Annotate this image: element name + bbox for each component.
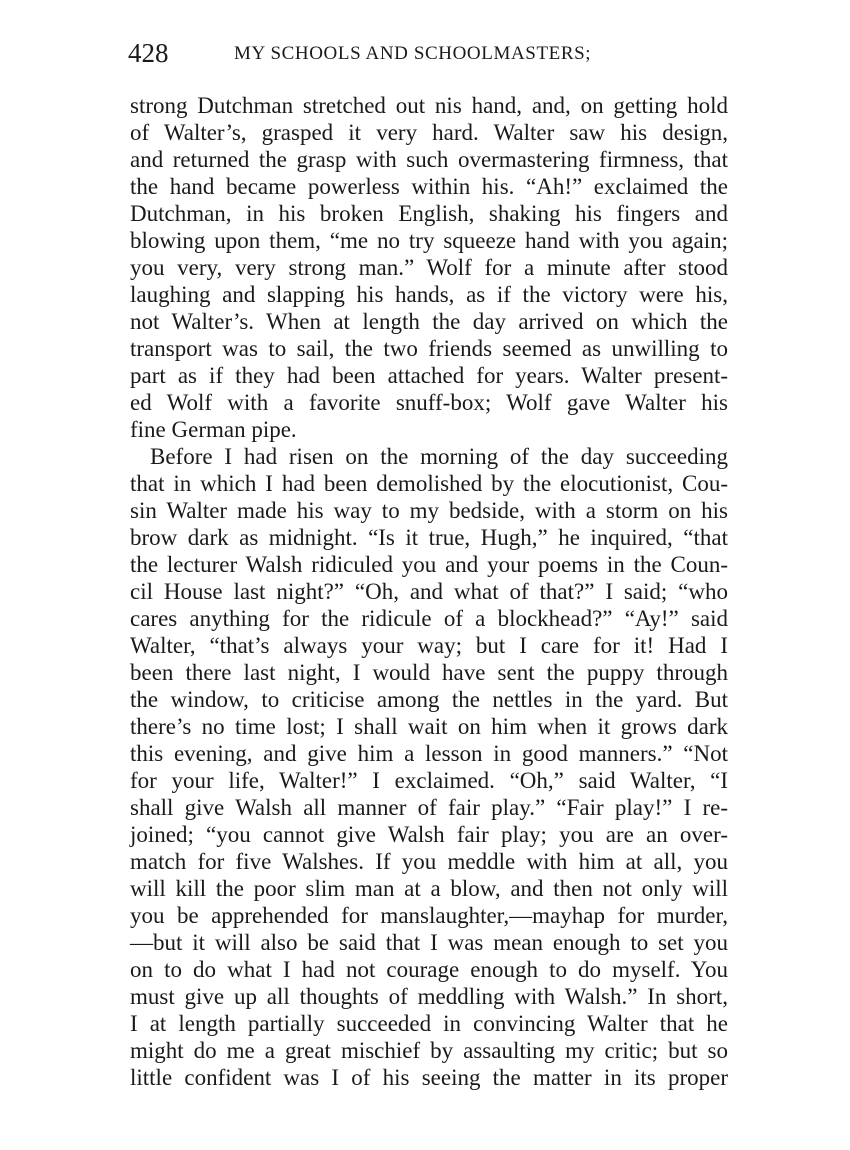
text-line: will kill the poor slim man at a blow, and then not only will xyxy=(130,876,728,901)
text-line: this evening, and give him a lesson in good manners.” “Not xyxy=(130,741,728,766)
text-line: Dutchman, in his broken English, shaking his fingers and xyxy=(130,201,728,226)
text-line: must give up all thoughts of meddling with Walsh.” In short, xyxy=(130,984,728,1009)
text-line: joined; “you cannot give Walsh fair play; you are an over- xyxy=(130,822,728,847)
text-line: not Walter’s. When at length the day arrived on which the xyxy=(130,309,728,334)
text-line: laughing and slapping his hands, as if the victory were his, xyxy=(130,282,728,307)
text-line: blowing upon them, “me no try squeeze hand with you again; xyxy=(130,228,728,253)
text-line: you be apprehended for manslaughter,—mayhap for murder, xyxy=(130,903,728,928)
running-title: MY SCHOOLS AND SCHOOLMASTERS; xyxy=(234,43,592,64)
paragraph-2 xyxy=(130,443,728,1091)
body-text xyxy=(130,92,728,1091)
text-line: the lecturer Walsh ridiculed you and your poems in the Coun- xyxy=(130,552,728,577)
text-line: match for five Walshes. If you meddle with him at all, you xyxy=(130,849,728,874)
text-line: of Walter’s, grasped it very hard. Walter saw his design, xyxy=(130,120,728,145)
text-line: I at length partially succeeded in convincing Walter that he xyxy=(130,1011,728,1036)
text-line: shall give Walsh all manner of fair play.” “Fair play!” I re- xyxy=(130,795,728,820)
page-number: 428 xyxy=(128,38,169,68)
text-line: brow dark as midnight. “Is it true, Hugh,” he inquired, “that xyxy=(130,525,728,550)
text-line: there’s no time lost; I shall wait on him when it grows dark xyxy=(130,714,728,739)
text-line: ed Wolf with a favorite snuff-box; Wolf gave Walter his xyxy=(130,390,728,415)
text-line: strong Dutchman stretched out nis hand, and, on getting hold xyxy=(130,93,728,118)
text-line: been there last night, I would have sent the puppy through xyxy=(130,660,728,685)
text-line: cil House last night?” “Oh, and what of that?” I said; “who xyxy=(130,579,728,604)
page-header xyxy=(128,38,728,70)
text-line: part as if they had been attached for years. Walter present- xyxy=(130,363,728,388)
text-line: little confident was I of his seeing the matter in its proper xyxy=(130,1065,728,1090)
text-line: cares anything for the ridicule of a blockhead?” “Ay!” said xyxy=(130,606,728,631)
text-line: —but it will also be said that I was mean enough to set you xyxy=(130,930,728,955)
paragraph-1 xyxy=(130,92,728,443)
text-line: transport was to sail, the two friends seemed as unwilling to xyxy=(130,336,728,361)
text-line: sin Walter made his way to my bedside, with a storm on his xyxy=(130,498,728,523)
text-line: that in which I had been demolished by the elocutionist, Cou- xyxy=(130,471,728,496)
text-line: Before I had risen on the morning of the day succeeding xyxy=(150,444,728,469)
text-line: for your life, Walter!” I exclaimed. “Oh,” said Walter, “I xyxy=(130,768,728,793)
text-line: the hand became powerless within his. “Ah!” exclaimed the xyxy=(130,174,728,199)
text-line: fine German pipe. xyxy=(130,417,297,442)
text-line: might do me a great mischief by assaulting my critic; but so xyxy=(130,1038,728,1063)
text-line: you very, very strong man.” Wolf for a minute after stood xyxy=(130,255,728,280)
text-line: the window, to criticise among the nettles in the yard. But xyxy=(130,687,728,712)
text-line: on to do what I had not courage enough to do myself. You xyxy=(130,957,728,982)
text-line: and returned the grasp with such overmastering firmness, that xyxy=(130,147,728,172)
text-line: Walter, “that’s always your way; but I care for it! Had I xyxy=(130,633,728,658)
